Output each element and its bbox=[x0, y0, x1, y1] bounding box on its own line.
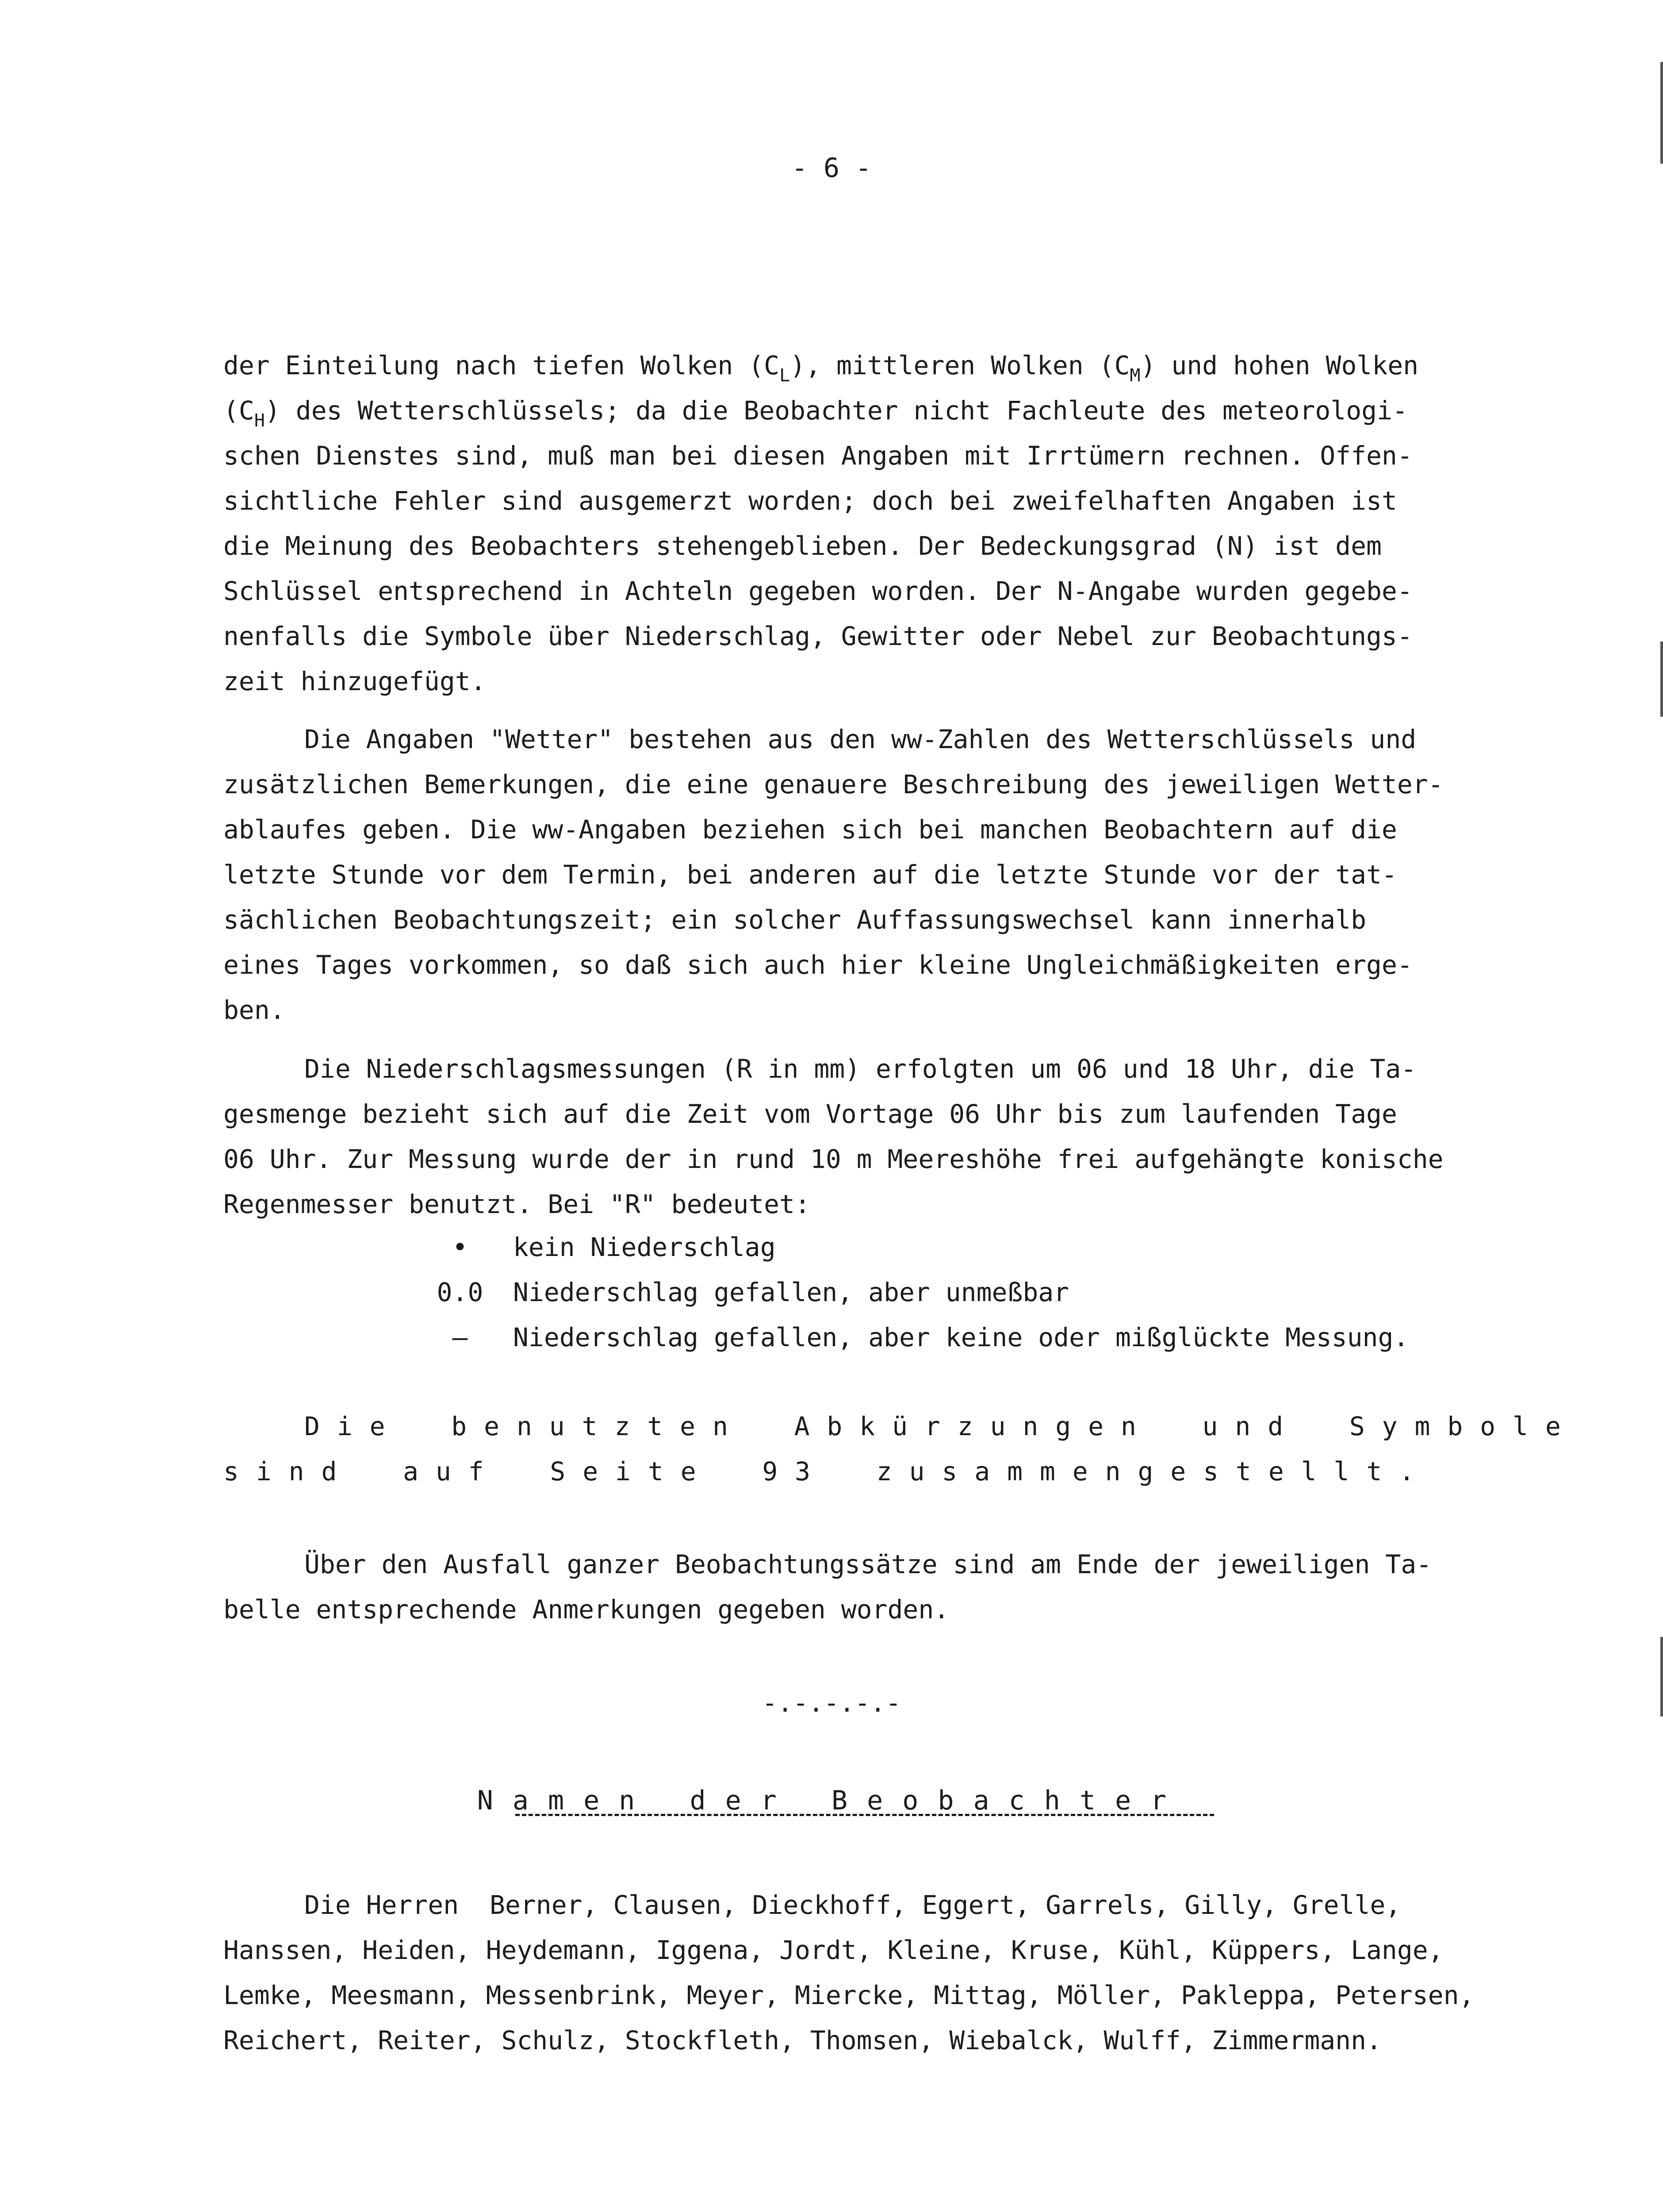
para1-line-6: Schlüssel entsprechend in Achteln gegeben worden. Der N-Angabe wurden gegebe- bbox=[223, 576, 1413, 606]
observers-heading: Namen der Beobachter bbox=[477, 1785, 1186, 1816]
legend-symbol-zero: 0.0 bbox=[437, 1277, 483, 1307]
para4-line-1: Über den Ausfall ganzer Beobachtungssätze sind am Ende der jeweiligen Ta- bbox=[304, 1549, 1432, 1579]
legend-symbol-dash: — bbox=[452, 1322, 468, 1352]
para1-line-8: zeit hinzugefügt. bbox=[223, 666, 486, 696]
para2-line-1: Die Angaben "Wetter" bestehen aus den ww-Zahlen des Wetterschlüssels und bbox=[304, 724, 1417, 754]
observers-line-3: Lemke, Meesmann, Messenbrink, Meyer, Miercke, Mittag, Möller, Pakleppa, Petersen, bbox=[223, 1980, 1475, 2010]
para2-line-7: ben. bbox=[223, 995, 285, 1025]
para2-line-5: sächlichen Beobachtungszeit; ein solcher Auffassungswechsel kann innerhalb bbox=[223, 905, 1367, 935]
abbreviations-note-line-1: D i e b e n u t z t e n A b k ü r z u n g e n u n d S y m b o l e bbox=[304, 1411, 1562, 1441]
legend-text: Niederschlag gefallen, aber unmeßbar bbox=[513, 1277, 1069, 1307]
observers-line-4: Reichert, Reiter, Schulz, Stockfleth, Thomsen, Wiebalck, Wulff, Zimmermann. bbox=[223, 2025, 1382, 2055]
legend-text: kein Niederschlag bbox=[513, 1232, 776, 1262]
observers-line-2: Hanssen, Heiden, Heydemann, Iggena, Jordt, Kleine, Kruse, Kühl, Küppers, Lange, bbox=[223, 1935, 1444, 1965]
para1-line-3: schen Dienstes sind, muß man bei diesen Angaben mit Irrtümern rechnen. Offen- bbox=[223, 441, 1413, 471]
para2-line-6: eines Tages vorkommen, so daß sich auch hier kleine Ungleichmäßigkeiten erge- bbox=[223, 950, 1413, 980]
abbreviations-note-line-2: s i n d a u f S e i t e 9 3 z u s a m m e n g e s t e l l t . bbox=[223, 1456, 1416, 1486]
heading-underline bbox=[515, 1814, 1214, 1816]
para1-line-1: der Einteilung nach tiefen Wolken $(C_L)$, mittleren Wolken $(C_M)$ und hohen Wolken bbox=[223, 350, 1419, 386]
para1-line-7: nenfalls die Symbole über Niederschlag, Gewitter oder Nebel zur Beobachtungs- bbox=[223, 621, 1413, 651]
para2-line-3: ablaufes geben. Die ww-Angaben beziehen sich bei manchen Beobachtern auf die bbox=[223, 814, 1397, 845]
para2-line-4: letzte Stunde vor dem Termin, bei anderen auf die letzte Stunde vor der tat- bbox=[223, 860, 1397, 890]
para2-line-2: zusätzlichen Bemerkungen, die eine genauere Beschreibung des jeweiligen Wetter- bbox=[223, 769, 1444, 799]
page-number: - 6 - bbox=[791, 153, 872, 184]
para1-line-2: $(C_H)$ des Wetterschlüssels; da die Beobachter nicht Fachleute des meteorologi- bbox=[223, 396, 1408, 431]
scan-edge-mark bbox=[1660, 62, 1663, 164]
scan-edge-mark bbox=[1660, 641, 1663, 717]
para3-line-4: Regenmesser benutzt. Bei "R" bedeutet: bbox=[223, 1189, 810, 1219]
scan-edge-mark bbox=[1660, 1637, 1663, 1717]
para1-line-4: sichtliche Fehler sind ausgemerzt worden; doch bei zweifelhaften Angaben ist bbox=[223, 486, 1397, 516]
observers-line-1: Die Herren Berner, Clausen, Dieckhoff, Eggert, Garrels, Gilly, Grelle, bbox=[304, 1890, 1401, 1920]
para3-line-2: gesmenge bezieht sich auf die Zeit vom Vortage 06 Uhr bis zum laufenden Tage bbox=[223, 1099, 1397, 1129]
para3-line-3: 06 Uhr. Zur Messung wurde der in rund 10 m Meereshöhe frei aufgehängte konische bbox=[223, 1144, 1444, 1174]
legend-symbol-bullet: • bbox=[452, 1232, 468, 1262]
para3-line-1: Die Niederschlagsmessungen (R in mm) erfolgten um 06 und 18 Uhr, die Ta- bbox=[304, 1054, 1417, 1084]
para1-line-5: die Meinung des Beobachters stehengeblieben. Der Bedeckungsgrad (N) ist dem bbox=[223, 531, 1382, 561]
legend-text: Niederschlag gefallen, aber keine oder mißglückte Messung. bbox=[513, 1322, 1409, 1352]
section-separator: -.-.-.-.- bbox=[762, 1688, 901, 1718]
para4-line-2: belle entsprechende Anmerkungen gegeben worden. bbox=[223, 1594, 950, 1624]
